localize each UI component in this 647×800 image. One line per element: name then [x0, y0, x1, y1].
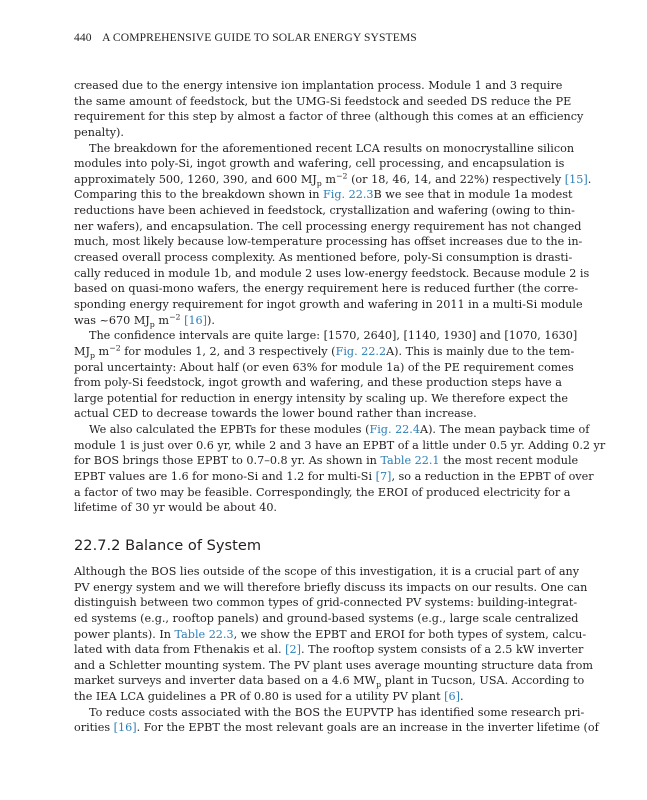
text-line: penalty).: [74, 125, 124, 139]
text-line: ed systems (e.g., rooftop panels) and ground-based systems (e.g., large scale centralized: [74, 611, 579, 625]
table-link[interactable]: Table 22.1: [380, 454, 440, 468]
section-title: Balance of System: [125, 537, 262, 554]
figure-link[interactable]: Fig. 22.4: [369, 423, 420, 437]
citation-link[interactable]: [7]: [375, 470, 392, 484]
text-line: Although the BOS lies outside of the scope of this investigation, it is a crucial part of any: [74, 565, 580, 578]
text-line: requirement for this step by almost a factor of three (although this comes at an efficiency: [74, 110, 584, 124]
running-head: [74, 31, 564, 44]
text-line: modules into poly-Si, ingot growth and wafering, cell processing, and encapsulation is: [74, 157, 565, 171]
text-line: approximately 500, 1260, 390, and 600 $MJ_p$ $m^{-2}$ (or 18, 46, 14, and 22%) respectively [15].: [74, 171, 592, 189]
text-line: To reduce costs associated with the BOS the EUPVTP has identified some research pri-: [89, 705, 585, 719]
text-line: orities [16]. For the EPBT the most relevant goals are an increase in the inverter lifetime (of: [74, 721, 599, 735]
text-line: The breakdown for the aforementioned recent LCA results on monocrystalline silicon: [89, 141, 575, 155]
text-line: sponding energy requirement for ingot growth and wafering in 2011 in a multi-Si module: [74, 297, 583, 311]
text-line: EPBT values are 1.6 for mono-Si and 1.2 for multi-Si [7], so a reduction in the EPBT of over: [74, 470, 594, 484]
section-number: 22.7.2: [74, 537, 121, 554]
citation-link[interactable]: [6]: [444, 690, 461, 704]
text-line: from poly-Si feedstock, ingot growth and wafering, and these production steps have a: [74, 376, 562, 390]
text-line: module 1 is just over 0.6 yr, while 2 and 3 have an EPBT of a little under 0.5 yr. Adding 0.2 yr: [74, 438, 606, 452]
citation-link[interactable]: [16]: [184, 313, 208, 327]
text-line: distinguish between two common types of grid-connected PV systems: building-integrat-: [74, 596, 578, 610]
text-line: reductions have been achieved in feedstock, crystallization and wafering (owing to thin-: [74, 204, 575, 218]
text-line: poral uncertainty: About half (or even 63% for module 1a) of the PE requirement comes: [74, 360, 574, 374]
text-line: PV energy system and we will therefore briefly discuss its impacts on our results. One can: [74, 580, 588, 594]
running-head-title: A COMPREHENSIVE GUIDE TO SOLAR ENERGY SYSTEMS: [102, 31, 417, 44]
table-link[interactable]: Table 22.3: [174, 627, 234, 641]
citation-link[interactable]: [16]: [113, 721, 137, 735]
text-line: was ~670 $MJ_p$ $m^{-2}$ [16]).: [74, 311, 215, 329]
text-line: and a Schletter mounting system. The PV plant uses average mounting structure data from: [74, 658, 593, 672]
text-line: Comparing this to the breakdown shown in Fig. 22.3B we see that in module 1a modest: [74, 188, 573, 202]
text-line: cally reduced in module 1b, and module 2 uses low-energy feedstock. Because module 2 is: [74, 266, 590, 280]
citation-link[interactable]: [2]: [285, 643, 301, 657]
citation-link[interactable]: [15]: [564, 172, 588, 186]
text-line: We also calculated the EPBTs for these modules (Fig. 22.4A). The mean payback time of: [89, 423, 590, 437]
text-line: the IEA LCA guidelines a PR of 0.80 is used for a utility PV plant [6].: [74, 690, 464, 704]
text-line: based on quasi-mono wafers, the energy requirement here is reduced further (the corre-: [74, 282, 579, 296]
text-line: $MJ_p$ $m^{-2}$ for modules 1, 2, and 3 respectively (Fig. 22.2A). This is mainly due to the tem-: [74, 343, 575, 361]
text-line: creased overall process complexity. As mentioned before, poly-Si consumption is drasti-: [74, 251, 573, 265]
text-line: the same amount of feedstock, but the UMG-Si feedstock and seeded DS reduce the PE: [74, 94, 572, 108]
text-line: ner wafers), and encapsulation. The cell processing energy requirement has not changed: [74, 219, 582, 233]
text-line: The confidence intervals are quite large: [1570, 2640], [1140, 1930] and [1070, 1630]: [89, 329, 578, 343]
text-line: for BOS brings those EPBT to 0.7–0.8 yr. As shown in Table 22.1 the most recent module: [74, 454, 579, 468]
text-line: market surveys and inverter data based on a 4.6 $MW_p$ plant in Tucson, USA. According to: [74, 674, 585, 690]
text-line: much, most likely because low-temperature processing has offset increases due to the in-: [74, 235, 583, 249]
text-line: large potential for reduction in energy intensity by scaling up. We therefore expect the: [74, 391, 569, 405]
body-text-lower: [74, 564, 599, 736]
figure-link[interactable]: Fig. 22.3: [323, 188, 374, 202]
text-line: a factor of two may be feasible. Correspondingly, the EROI of produced electricity for a: [74, 485, 571, 499]
body-text-upper: [74, 78, 606, 516]
figure-link[interactable]: Fig. 22.2: [335, 344, 387, 358]
text-line: creased due to the energy intensive ion implantation process. Module 1 and 3 require: [74, 79, 563, 92]
text-line: power plants). In Table 22.3, we show the EPBT and EROI for both types of system, calcu-: [74, 627, 587, 641]
text-line: lifetime of 30 yr would be about 40.: [74, 501, 277, 515]
page-number: 440: [74, 31, 92, 44]
text-line: lated with data from Fthenakis et al. [2]. The rooftop system consists of a 2.5 kW inverter: [74, 643, 584, 657]
section-heading: [74, 537, 261, 554]
text-line: actual CED to decrease towards the lower bound rather than increase.: [74, 407, 477, 421]
